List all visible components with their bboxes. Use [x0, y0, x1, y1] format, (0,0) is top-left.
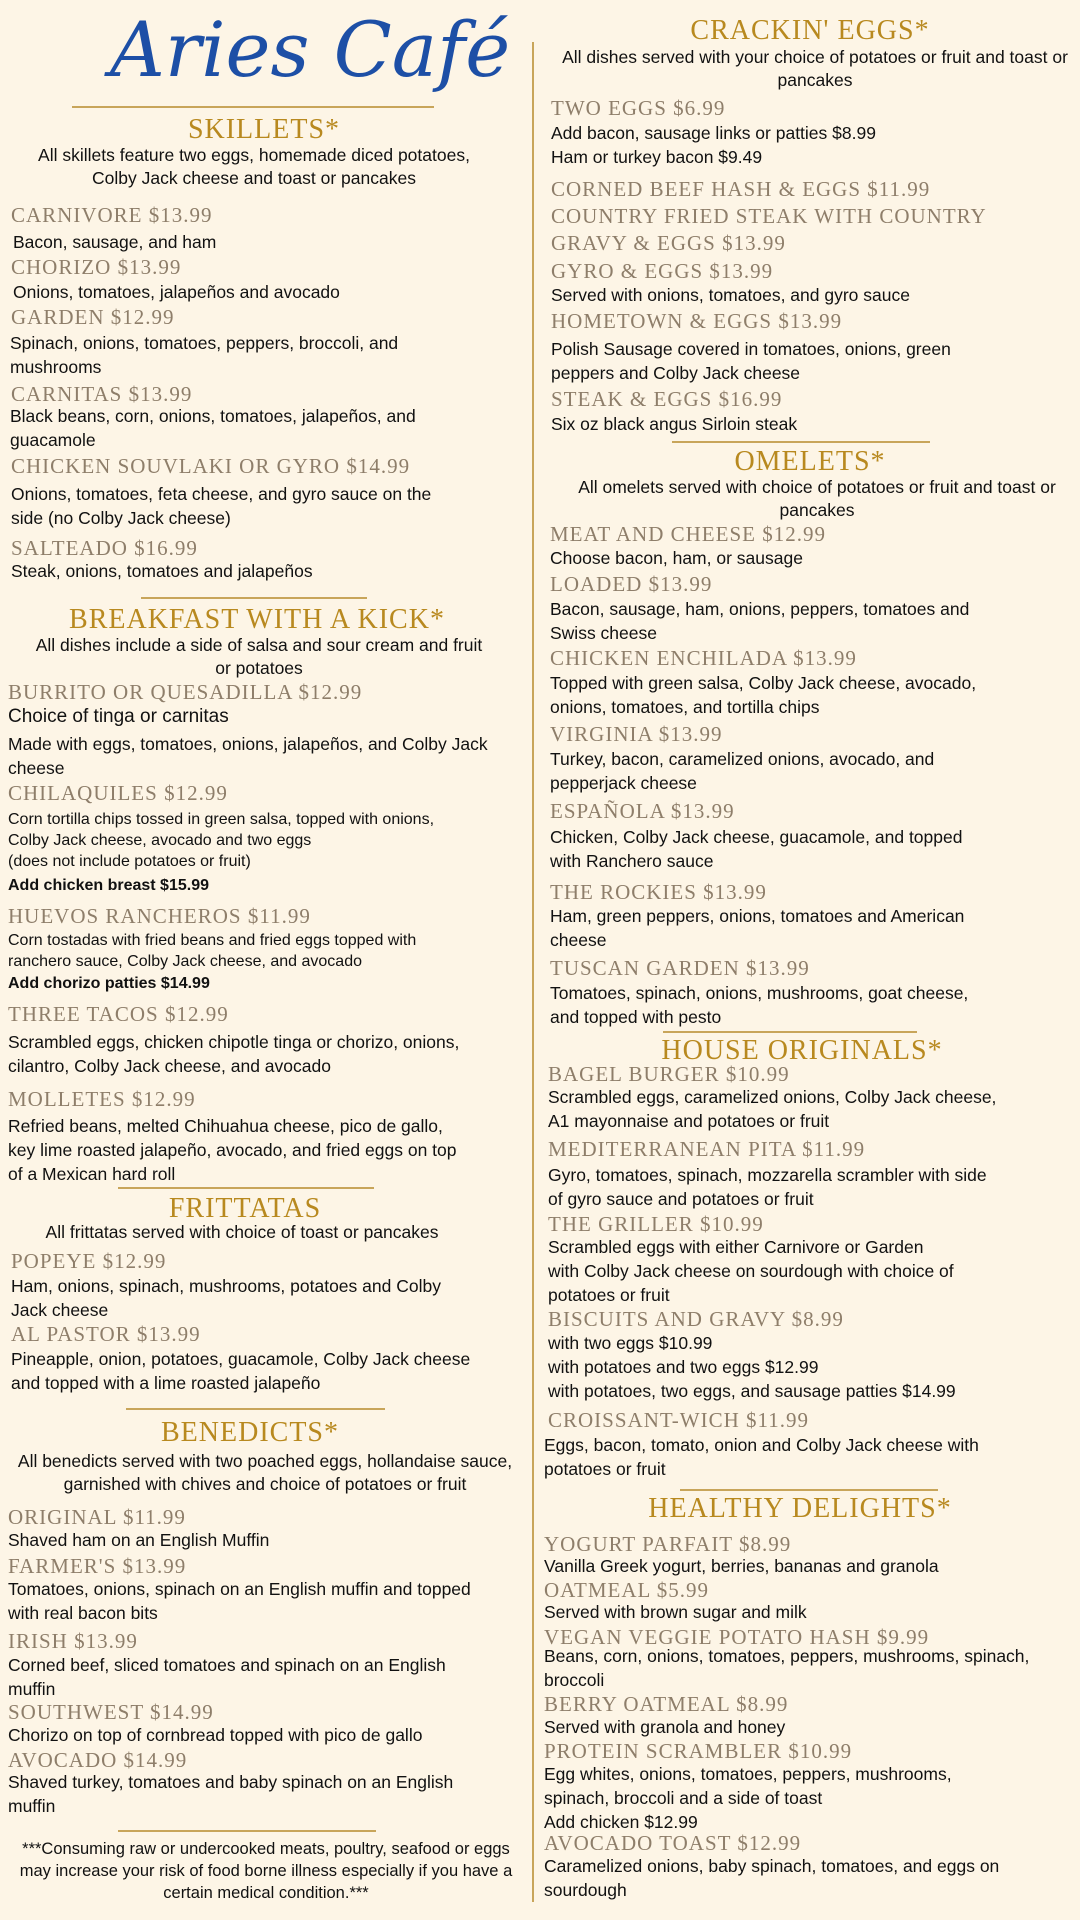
- divider: [663, 1031, 917, 1033]
- item-desc: Chorizo on top of cornbread topped with pico de gallo: [8, 1725, 423, 1745]
- item-desc: Ham, onions, spinach, mushrooms, potatoes and Colby Jack cheese: [11, 1276, 441, 1320]
- item-name: TWO EGGS $6.99: [551, 96, 726, 120]
- item-desc: Served with brown sugar and milk: [544, 1602, 807, 1622]
- item-name: MEAT AND CHEESE $12.99: [550, 522, 826, 546]
- item-name: SOUTHWEST $14.99: [8, 1700, 214, 1724]
- item-name: THE ROCKIES $13.99: [550, 880, 767, 904]
- skillets-desc: All skillets feature two eggs, homemade diced potatoes, Colby Jack cheese and toast or pancakes: [38, 145, 470, 188]
- item-name: GARDEN $12.99: [11, 305, 175, 329]
- item-desc: Black beans, corn, onions, tomatoes, jalapeños, and guacamole: [10, 406, 416, 450]
- item-desc: Corned beef, sliced tomatoes and spinach on an English muffin: [8, 1655, 446, 1699]
- item-desc: Made with eggs, tomatoes, onions, jalapeños, and Colby Jack cheese: [8, 734, 488, 778]
- item-name: GYRO & EGGS $13.99: [551, 259, 774, 283]
- item-name: CHICKEN ENCHILADA $13.99: [550, 646, 857, 670]
- omelets-desc: All omelets served with choice of potatoes or fruit and toast or pancakes: [578, 477, 1056, 520]
- item-desc: Add bacon, sausage links or patties $8.99 Ham or turkey bacon $9.49: [551, 123, 876, 167]
- item-name: HUEVOS RANCHEROS $11.99: [8, 904, 311, 928]
- item-extra: Add chorizo patties $14.99: [8, 975, 210, 992]
- frittatas-desc: All frittatas served with choice of toast or pancakes: [45, 1222, 439, 1242]
- item-desc: Onions, tomatoes, feta cheese, and gyro sauce on the side (no Colby Jack cheese): [11, 484, 432, 528]
- eggs-desc: All dishes served with your choice of potatoes or fruit and toast or pancakes: [562, 47, 1068, 90]
- item-desc: Chicken, Colby Jack cheese, guacamole, and topped with Ranchero sauce: [550, 827, 963, 871]
- item-name: MOLLETES $12.99: [8, 1087, 196, 1111]
- frittatas-title: FRITTATAS: [168, 1193, 322, 1224]
- item-name: CHILAQUILES $12.99: [8, 781, 228, 805]
- item-desc: Six oz black angus Sirloin steak: [551, 414, 798, 434]
- omelets-title: OMELETS*: [734, 446, 886, 477]
- item-desc: Shaved ham on an English Muffin: [8, 1530, 270, 1550]
- item-name: HOMETOWN & EGGS $13.99: [551, 309, 843, 333]
- item-name: THREE TACOS $12.99: [8, 1002, 229, 1026]
- kick-desc: All dishes include a side of salsa and sour cream and fruit or potatoes: [35, 635, 483, 678]
- item-name: YOGURT PARFAIT $8.99: [544, 1532, 792, 1556]
- house-title: HOUSE ORIGINALS*: [661, 1035, 943, 1066]
- divider: [118, 1187, 374, 1189]
- divider: [680, 1489, 938, 1491]
- item-desc: Corn tostadas with fried beans and fried eggs topped with ranchero sauce, Colby Jack cheese, and avocado: [8, 932, 417, 970]
- item-sub: Choice of tinga or carnitas: [8, 706, 229, 727]
- item-desc: Topped with green salsa, Colby Jack cheese, avocado, onions, tomatoes, and tortilla chips: [550, 673, 977, 717]
- eggs-title: CRACKIN' EGGS*: [690, 15, 930, 46]
- item-name: VIRGINIA $13.99: [550, 722, 723, 746]
- item-name: FARMER'S $13.99: [8, 1554, 187, 1578]
- kick-title: BREAKFAST WITH A KICK*: [69, 604, 445, 635]
- item-name: AVOCADO TOAST $12.99: [544, 1831, 802, 1855]
- item-desc: Served with onions, tomatoes, and gyro sauce: [551, 285, 910, 305]
- item-name: MEDITERRANEAN PITA $11.99: [548, 1137, 866, 1161]
- item-name: POPEYE $12.99: [11, 1249, 167, 1273]
- item-name: VEGAN VEGGIE POTATO HASH $9.99: [544, 1625, 930, 1649]
- benedicts-title: BENEDICTS*: [161, 1417, 339, 1448]
- item-desc: Shaved turkey, tomatoes and baby spinach on an English muffin: [8, 1772, 454, 1816]
- item-desc: with two eggs $10.99 with potatoes and two eggs $12.99 with potatoes, two eggs, and sausage patties $14.99: [548, 1333, 956, 1401]
- item-desc: Spinach, onions, tomatoes, peppers, broccoli, and mushrooms: [10, 333, 399, 377]
- divider: [141, 597, 367, 599]
- item-name: CROISSANT-WICH $11.99: [548, 1408, 809, 1432]
- item-desc: Tomatoes, spinach, onions, mushrooms, goat cheese, and topped with pesto: [550, 983, 969, 1027]
- item-name: BURRITO OR QUESADILLA $12.99: [8, 680, 363, 704]
- item-name: AL PASTOR $13.99: [11, 1322, 201, 1346]
- item-name: PROTEIN SCRAMBLER $10.99: [544, 1739, 853, 1763]
- item-desc: Served with granola and honey: [544, 1717, 786, 1737]
- item-name: COUNTRY FRIED STEAK WITH COUNTRY: [551, 204, 987, 228]
- item-desc: Onions, tomatoes, jalapeños and avocado: [13, 282, 340, 302]
- item-desc: Scrambled eggs, caramelized onions, Colby Jack cheese, A1 mayonnaise and potatoes or fruit: [548, 1087, 997, 1131]
- divider: [126, 1408, 385, 1410]
- item-name: TUSCAN GARDEN $13.99: [550, 956, 810, 980]
- benedicts-desc: All benedicts served with two poached eggs, hollandaise sauce, garnished with chives and choice of potatoes or fruit: [17, 1451, 513, 1494]
- item-desc: Refried beans, melted Chihuahua cheese, pico de gallo, key lime roasted jalapeño, avocado, and fried eggs on top of a Mexican hard roll: [8, 1116, 457, 1184]
- item-name: CARNITAS $13.99: [11, 382, 193, 406]
- item-desc: Scrambled eggs with either Carnivore or Garden with Colby Jack cheese on sourdough with choice of potatoes or fruit: [548, 1237, 954, 1305]
- item-name: SALTEADO $16.99: [11, 536, 198, 560]
- item-desc: Polish Sausage covered in tomatoes, onions, green peppers and Colby Jack cheese: [551, 339, 951, 383]
- item-name: ESPAÑOLA $13.99: [550, 799, 735, 823]
- item-desc: Gyro, tomatoes, spinach, mozzarella scrambler with side of gyro sauce and potatoes or fruit: [548, 1165, 987, 1209]
- item-name: BERRY OATMEAL $8.99: [544, 1692, 789, 1716]
- item-extra: Add chicken breast $15.99: [8, 877, 209, 894]
- item-name: IRISH $13.99: [8, 1629, 138, 1653]
- item-desc: Beans, corn, onions, tomatoes, peppers, mushrooms, spinach, broccoli: [544, 1646, 1030, 1690]
- item-desc: Corn tortilla chips tossed in green salsa, topped with onions, Colby Jack cheese, avocado and two eggs (does not include potatoes or fruit): [8, 811, 435, 870]
- divider: [672, 441, 930, 443]
- item-desc: Pineapple, onion, potatoes, guacamole, Colby Jack cheese and topped with a lime roasted jalapeño: [11, 1349, 471, 1393]
- item-name: CHICKEN SOUVLAKI OR GYRO $14.99: [11, 454, 411, 478]
- item-desc: Bacon, sausage, and ham: [13, 232, 217, 252]
- cafe-logo: Aries Café: [110, 5, 511, 94]
- item-name: GRAVY & EGGS $13.99: [551, 231, 786, 255]
- item-name: CORNED BEEF HASH & EGGS $11.99: [551, 177, 931, 201]
- item-desc: Ham, green peppers, onions, tomatoes and American cheese: [550, 906, 965, 950]
- column-divider: [532, 42, 534, 1902]
- item-name: OATMEAL $5.99: [544, 1578, 710, 1602]
- item-desc: Egg whites, onions, tomatoes, peppers, mushrooms, spinach, broccoli and a side of toast Add chicken $12.99: [544, 1764, 952, 1832]
- item-desc: Steak, onions, tomatoes and jalapeños: [11, 561, 313, 581]
- item-name: AVOCADO $14.99: [8, 1748, 188, 1772]
- item-desc: Choose bacon, ham, or sausage: [550, 548, 803, 568]
- divider: [72, 106, 434, 108]
- item-name: CHORIZO $13.99: [11, 255, 182, 279]
- item-name: BAGEL BURGER $10.99: [548, 1062, 790, 1086]
- item-desc: Eggs, bacon, tomato, onion and Colby Jack cheese with potatoes or fruit: [544, 1435, 979, 1479]
- food-safety-disclaimer: ***Consuming raw or undercooked meats, poultry, seafood or eggs may increase your risk of food borne illness especially if you have a certain medical condition.***: [19, 1840, 513, 1902]
- divider: [118, 1830, 376, 1832]
- item-name: BISCUITS AND GRAVY $8.99: [548, 1307, 844, 1331]
- item-name: CARNIVORE $13.99: [11, 203, 213, 227]
- item-name: ORIGINAL $11.99: [8, 1505, 186, 1529]
- item-name: THE GRILLER $10.99: [548, 1212, 764, 1236]
- item-name: STEAK & EGGS $16.99: [551, 387, 783, 411]
- item-desc: Vanilla Greek yogurt, berries, bananas and granola: [544, 1556, 939, 1576]
- item-desc: Caramelized onions, baby spinach, tomatoes, and eggs on sourdough: [544, 1856, 1000, 1900]
- item-desc: Scrambled eggs, chicken chipotle tinga or chorizo, onions, cilantro, Colby Jack cheese, and avocado: [8, 1032, 460, 1076]
- item-desc: Turkey, bacon, caramelized onions, avocado, and pepperjack cheese: [550, 749, 935, 793]
- item-desc: Tomatoes, onions, spinach on an English muffin and topped with real bacon bits: [8, 1579, 471, 1623]
- healthy-title: HEALTHY DELIGHTS*: [648, 1493, 952, 1524]
- item-desc: Bacon, sausage, ham, onions, peppers, tomatoes and Swiss cheese: [550, 599, 970, 643]
- item-name: LOADED $13.99: [550, 572, 713, 596]
- skillets-title: SKILLETS*: [187, 114, 341, 145]
